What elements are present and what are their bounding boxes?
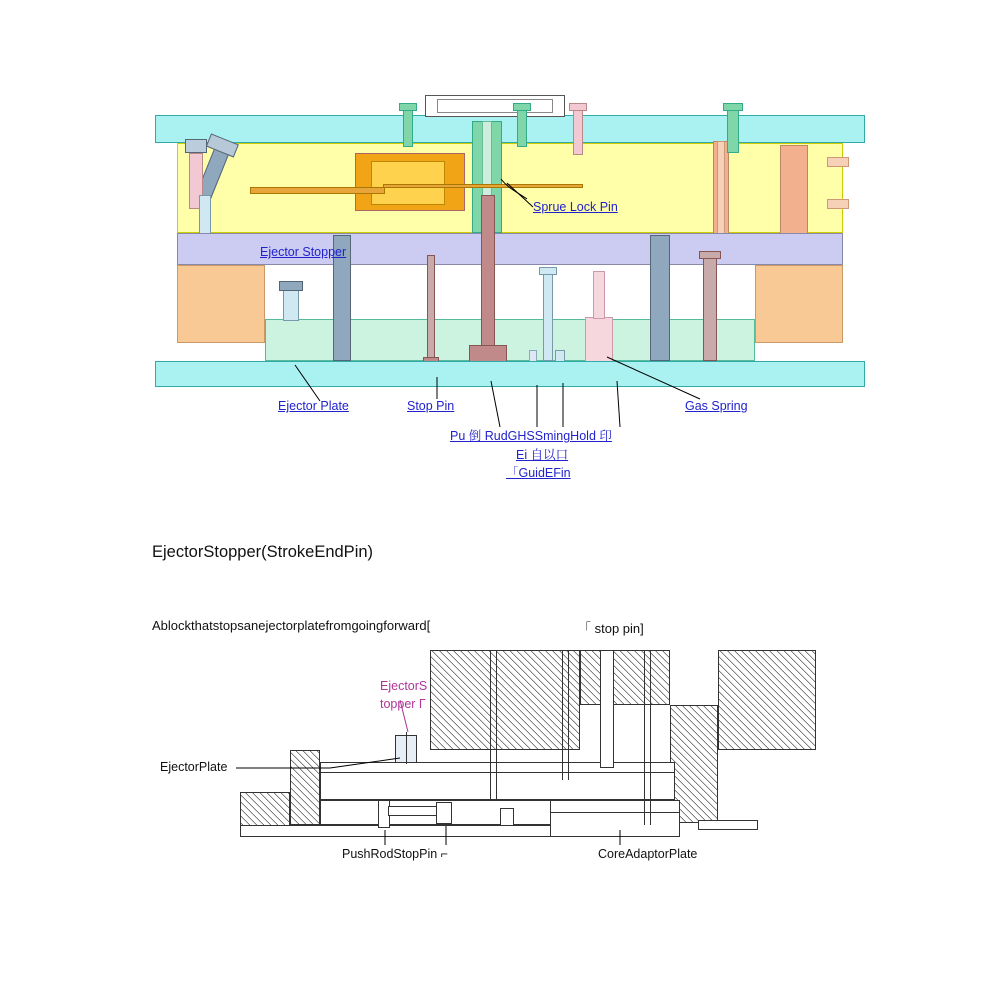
label-stop-pin: Stop Pin (407, 399, 455, 413)
mold-leader-lines (155, 95, 865, 390)
ejector-stopper-detail-section (150, 640, 870, 870)
label-push-rod-line-1: Pu 倒 RudGHSSmingHold 印 (450, 429, 612, 443)
mold-assembly-cross-section (155, 95, 865, 480)
label-push-rod-line-2: Ei 自以口 (516, 448, 569, 462)
label-ejector-stopper-detail-line1: EjectorS (380, 679, 428, 693)
definition-text: Ablockthatstopsanejectorplatefromgoingforward[ (152, 618, 431, 633)
label-sprue-lock-pin: Sprue Lock Pin (533, 200, 618, 214)
section-leader-lines (150, 640, 870, 870)
label-ejector-plate: Ejector Plate (278, 399, 349, 413)
label-push-rod-stop-pin: PushRodStopPin ⌐ (342, 847, 448, 861)
label-push-rod-line-3: 「GuidEFin (506, 466, 571, 480)
label-ejector-stopper-detail-line2: topper Γ (380, 697, 426, 711)
definition-bracket-text: 「 stop pin] (578, 621, 644, 636)
page-title: EjectorStopper(StrokeEndPin) (152, 543, 374, 561)
label-core-adaptor-plate: CoreAdaptorPlate (598, 847, 698, 861)
label-ejector-stopper: Ejector Stopper (260, 245, 347, 259)
label-gas-spring: Gas Spring (685, 399, 748, 413)
label-ejector-plate-detail: EjectorPlate (160, 760, 228, 774)
